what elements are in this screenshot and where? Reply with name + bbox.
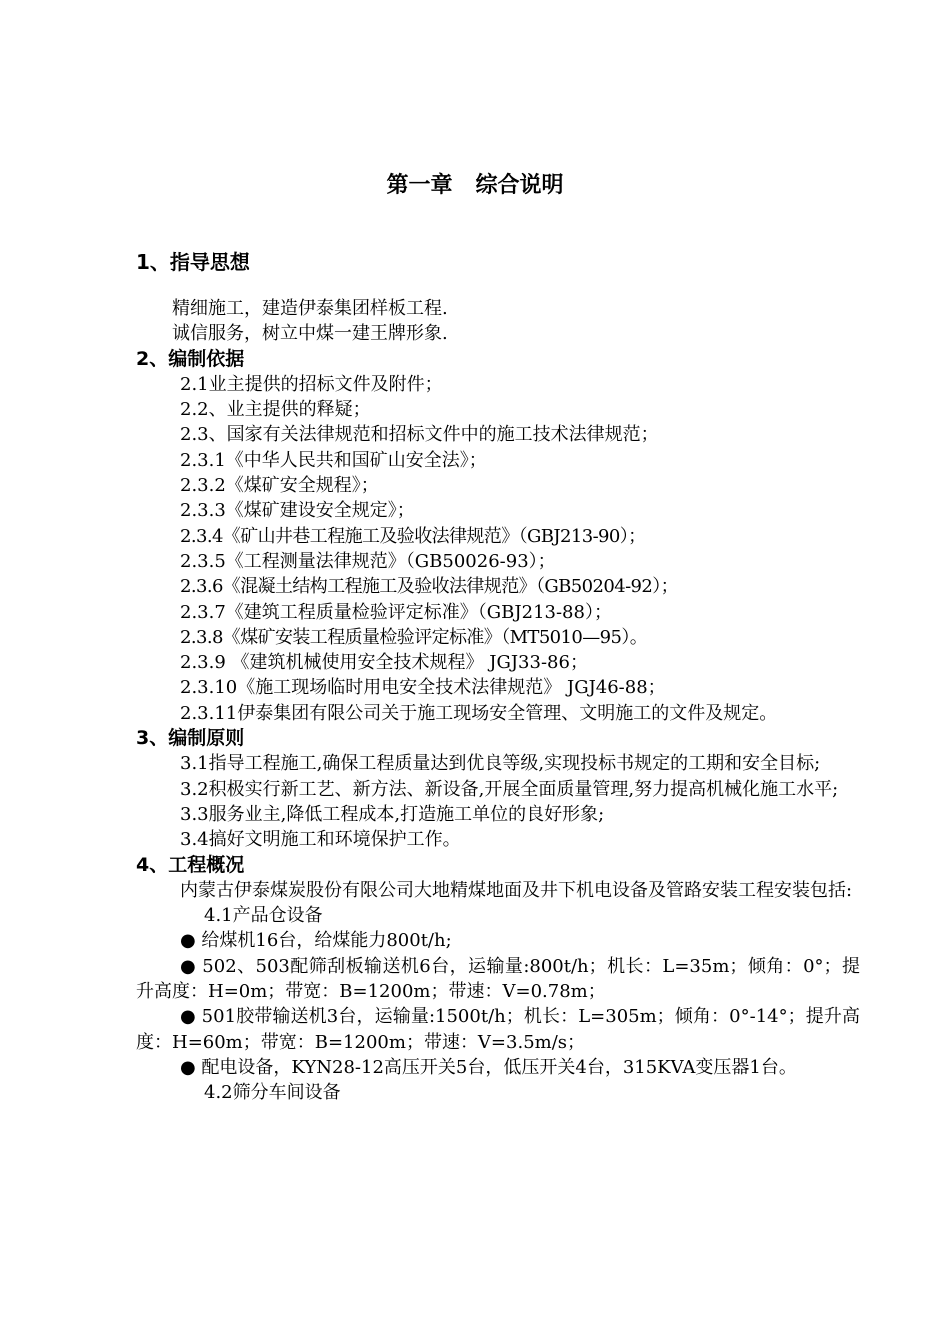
basis-item: 2.3.11伊泰集团有限公司关于施工现场安全管理、文明施工的文件及规定。 (180, 702, 778, 724)
section-heading-guiding-ideology: 1、指导思想 (136, 250, 250, 274)
basis-item: 2.3.9 《建筑机械使用安全技术规程》 JGJ33-86； (180, 652, 588, 674)
basis-item: 2.2、业主提供的释疑； (180, 399, 371, 421)
principle-item: 3.3服务业主,降低工程成本,打造施工单位的良好形象; (180, 803, 605, 825)
basis-item: 2.3.5《工程测量法律规范》（GB50026-93）； (180, 550, 556, 572)
chapter-title: 第一章 综合说明 (386, 173, 564, 198)
basis-item: 2.3.4《矿山井巷工程施工及验收法律规范》（GBJ213-90）； (180, 525, 646, 547)
basis-item: 2.3.1《中华人民共和国矿山安全法》； (180, 449, 487, 471)
principle-item: 3.1指导工程施工,确保工程质量达到优良等级,实现投标书规定的工期和安全目标; (180, 753, 821, 775)
basis-item: 2.3.7《建筑工程质量检验评定标准》（GBJ213-88）； (180, 601, 612, 623)
basis-item: 2.3、国家有关法律规范和招标文件中的施工技术法律规范； (180, 424, 659, 446)
basis-item: 2.1业主提供的招标文件及附件； (180, 373, 443, 395)
equipment-bullet: ● 501胶带输送机3台，运输量:1500t/h；机长：L=305m；倾角：0°-14°；提升高度：H=60m；带宽：B=1200m；带速：V=3.5m/s； (136, 1006, 860, 1053)
guiding-line-1: 精细施工，建造伊泰集团样板工程. (172, 298, 448, 319)
basis-item: 2.3.2《煤矿安全规程》； (180, 475, 379, 497)
document-body (136, 296, 860, 1106)
principle-item: 3.4搞好文明施工和环境保护工作。 (180, 829, 461, 851)
section-heading-basis: 2、编制依据 (136, 347, 245, 370)
section-heading-principles: 3、编制原则 (136, 727, 245, 750)
guiding-line-2: 诚信服务，树立中煤一建王牌形象. (172, 323, 448, 345)
section-heading-overview: 4、工程概况 (136, 853, 245, 876)
basis-item: 2.3.6《混凝土结构工程施工及验收法律规范》（GB50204-92）； (180, 576, 679, 598)
overview-intro: 内蒙古伊泰煤炭股份有限公司大地精煤地面及井下机电设备及管路安装工程安装包括: (180, 879, 853, 901)
equipment-bullet: ● 502、503配筛刮板输送机6台，运输量:800t/h；机长：L=35m；倾角：0°；提升高度：H=0m；带宽：B=1200m；带速：V=0.78m； (136, 955, 860, 1003)
equipment-bullet: ● 配电设备，KYN28-12高压开关5台，低压开关4台，315KVA变压器1台。 (180, 1056, 797, 1078)
overview-subheading-product-bin: 4.1产品仓设备 (204, 905, 323, 927)
basis-item: 2.3.8《煤矿安装工程质量检验评定标准》（MT5010—95）。 (180, 626, 648, 648)
basis-item: 2.3.10《施工现场临时用电安全技术法律规范》 JGJ46-88； (180, 677, 666, 699)
equipment-bullet: ● 给煤机16台，给煤能力800t/h; (180, 930, 452, 952)
principle-item: 3.2积极实行新工艺、新方法、新设备,开展全面质量管理,努力提高机械化施工水平; (180, 778, 839, 800)
basis-item: 2.3.3《煤矿建设安全规定》； (180, 500, 415, 522)
overview-subheading-screening: 4.2筛分车间设备 (204, 1082, 341, 1104)
